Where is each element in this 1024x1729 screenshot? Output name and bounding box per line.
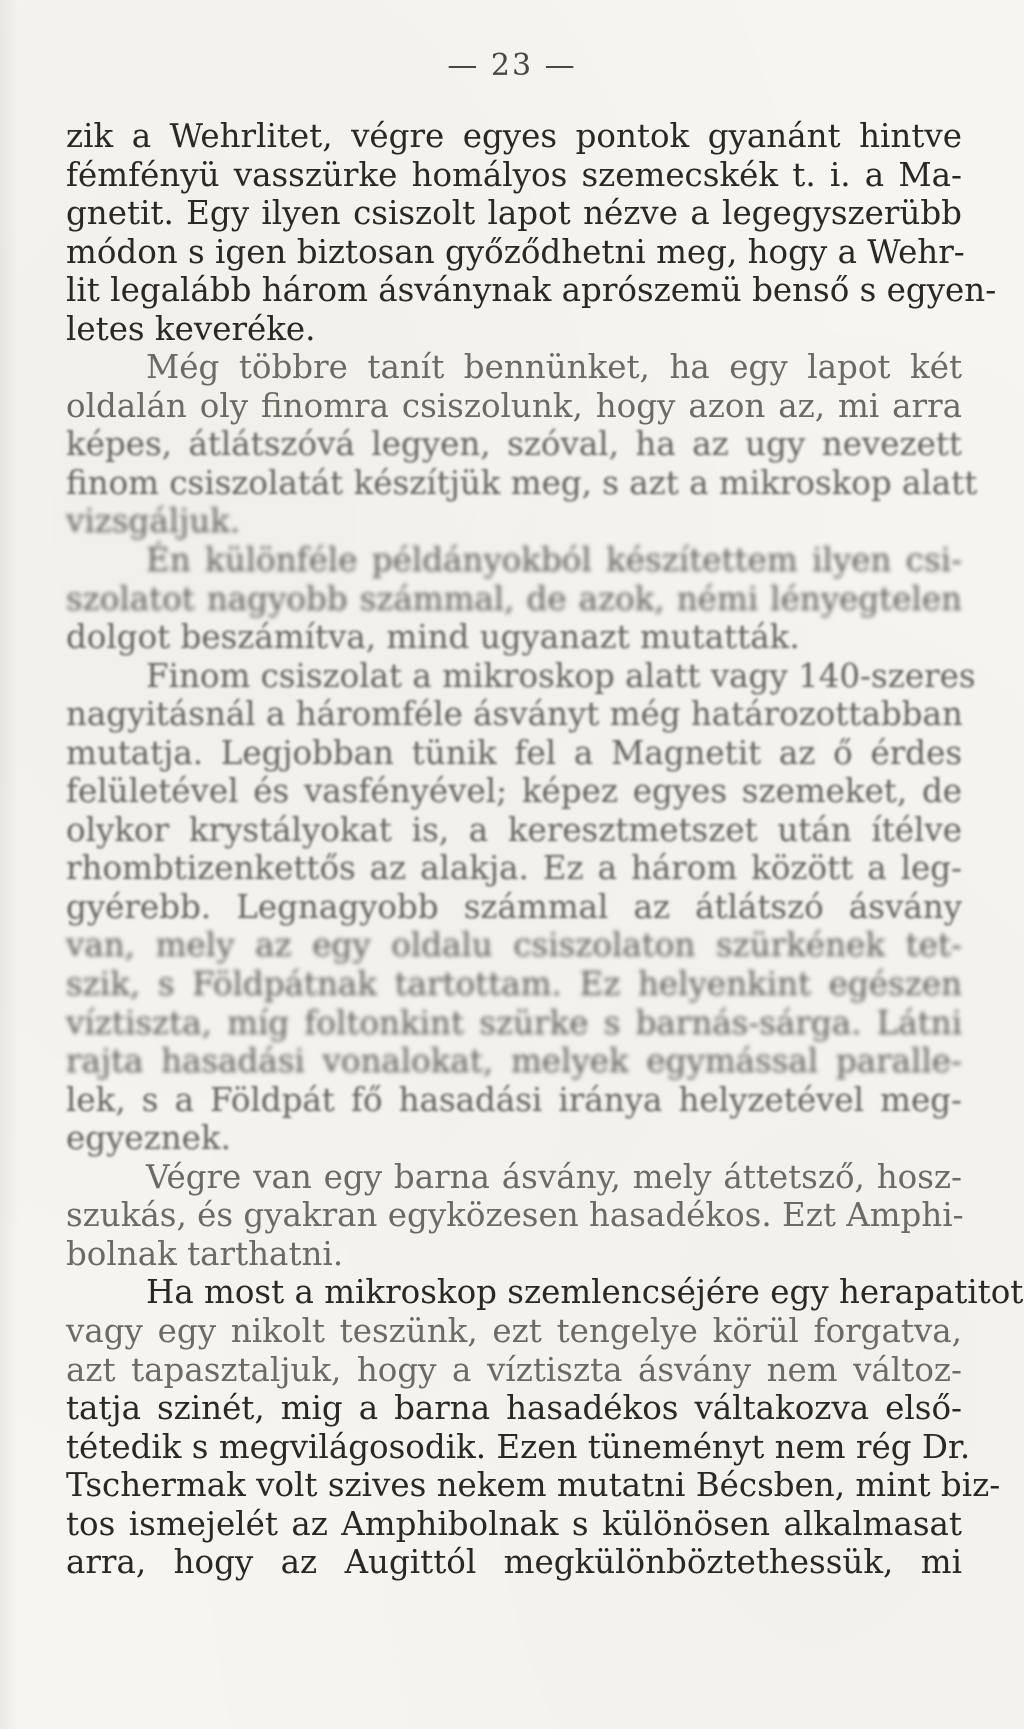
text-line: azt tapasztaljuk, hogy a víztiszta ásvány nem változ-	[66, 1350, 962, 1389]
page-number: — 23 —	[447, 48, 577, 83]
text-line: gyérebb. Legnagyobb számmal az átlátszó ásvány	[66, 887, 962, 926]
text-line: Ha most a mikroskop szemlencséjére egy herapatitot	[146, 1273, 1024, 1312]
body-text	[66, 117, 1024, 1582]
text-line: szik, s Földpátnak tartottam. Ez helyenkint egészen	[66, 965, 962, 1004]
text-line: zik a Wehrlitet, végre egyes pontok gyanánt hintve	[66, 117, 962, 155]
text-line: vizsgáljuk.	[66, 502, 241, 541]
text-line: van, mely az egy oldalu csiszolaton szürkének tet-	[66, 926, 962, 965]
text-line: bolnak tarthatni.	[66, 1234, 344, 1273]
text-line: módon s igen biztosan győződhetni meg, hogy a Wehr-	[66, 232, 965, 271]
text-line: fémfényü vasszürke homályos szemecskék t. i. a Ma-	[66, 155, 962, 194]
page-edge-shadow	[0, 0, 18, 1729]
text-line: szukás, és gyakran egyközesen hasadékos. Ezt Amphi-	[66, 1196, 964, 1235]
text-line: letes keveréke.	[66, 309, 316, 348]
text-line: Végre van egy barna ásvány, mely áttetsző, hosz-	[146, 1157, 962, 1196]
text-line: Finom csiszolat a mikroskop alatt vagy 140-szeres	[146, 656, 976, 695]
text-line: egyeznek.	[66, 1119, 231, 1158]
text-line: oldalán oly finomra csiszolunk, hogy azon az, mi arra	[66, 386, 962, 425]
text-line: Még többre tanít bennünket, ha egy lapot két	[146, 348, 962, 387]
text-line: nagyitásnál a háromféle ásványt még határozottabban	[66, 695, 963, 734]
text-line: tétedik s megvilágosodik. Ezen tüneményt nem rég Dr.	[66, 1427, 971, 1466]
text-line: dolgot beszámítva, mind ugyanazt mutatták.	[66, 618, 800, 657]
text-line: mutatja. Legjobban tünik fel a Magnetit az ő érdes	[66, 733, 962, 772]
text-line: rajta hasadási vonalokat, melyek egymással paralle-	[66, 1042, 962, 1081]
text-line: képes, átlátszóvá legyen, szóval, ha az ugy nevezett	[66, 425, 962, 464]
text-line: felületével és vasfényével; képez egyes szemeket, de	[66, 772, 962, 811]
text-line: lek, s a Földpát fő hasadási iránya helyzetével meg-	[66, 1080, 962, 1119]
text-line: Tschermak volt szives nekem mutatni Bécsben, mint biz-	[66, 1466, 1001, 1505]
text-line: vagy egy nikolt teszünk, ezt tengelye körül forgatva,	[66, 1311, 962, 1350]
text-line: víztiszta, míg foltonkint szürke s barnás-sárga. Látni	[66, 1003, 962, 1042]
text-line: lit legalább három ásványnak aprószemü benső s egyen-	[66, 271, 997, 310]
text-line: szolatot nagyobb számmal, de azok, némi lényegtelen	[66, 579, 962, 618]
text-line: olykor krystályokat is, a keresztmetszet után ítélve	[66, 810, 962, 849]
text-line: arra, hogy az Augittól megkülönböztethessük, mi	[66, 1543, 962, 1582]
text-line: tos ismejelét az Amphibolnak s különösen alkalmasat	[66, 1504, 962, 1543]
text-line: Én különféle példányokból készítettem ilyen csi-	[146, 541, 962, 580]
text-line: rhombtizenkettős az alakja. Ez a három között a leg-	[66, 849, 962, 888]
text-line: tatja szinét, mig a barna hasadékos váltakozva első-	[66, 1389, 962, 1428]
text-line: finom csiszolatát készítjük meg, s azt a mikroskop alatt	[66, 463, 978, 502]
text-line: gnetit. Egy ilyen csiszolt lapot nézve a legegyszerübb	[66, 194, 962, 233]
